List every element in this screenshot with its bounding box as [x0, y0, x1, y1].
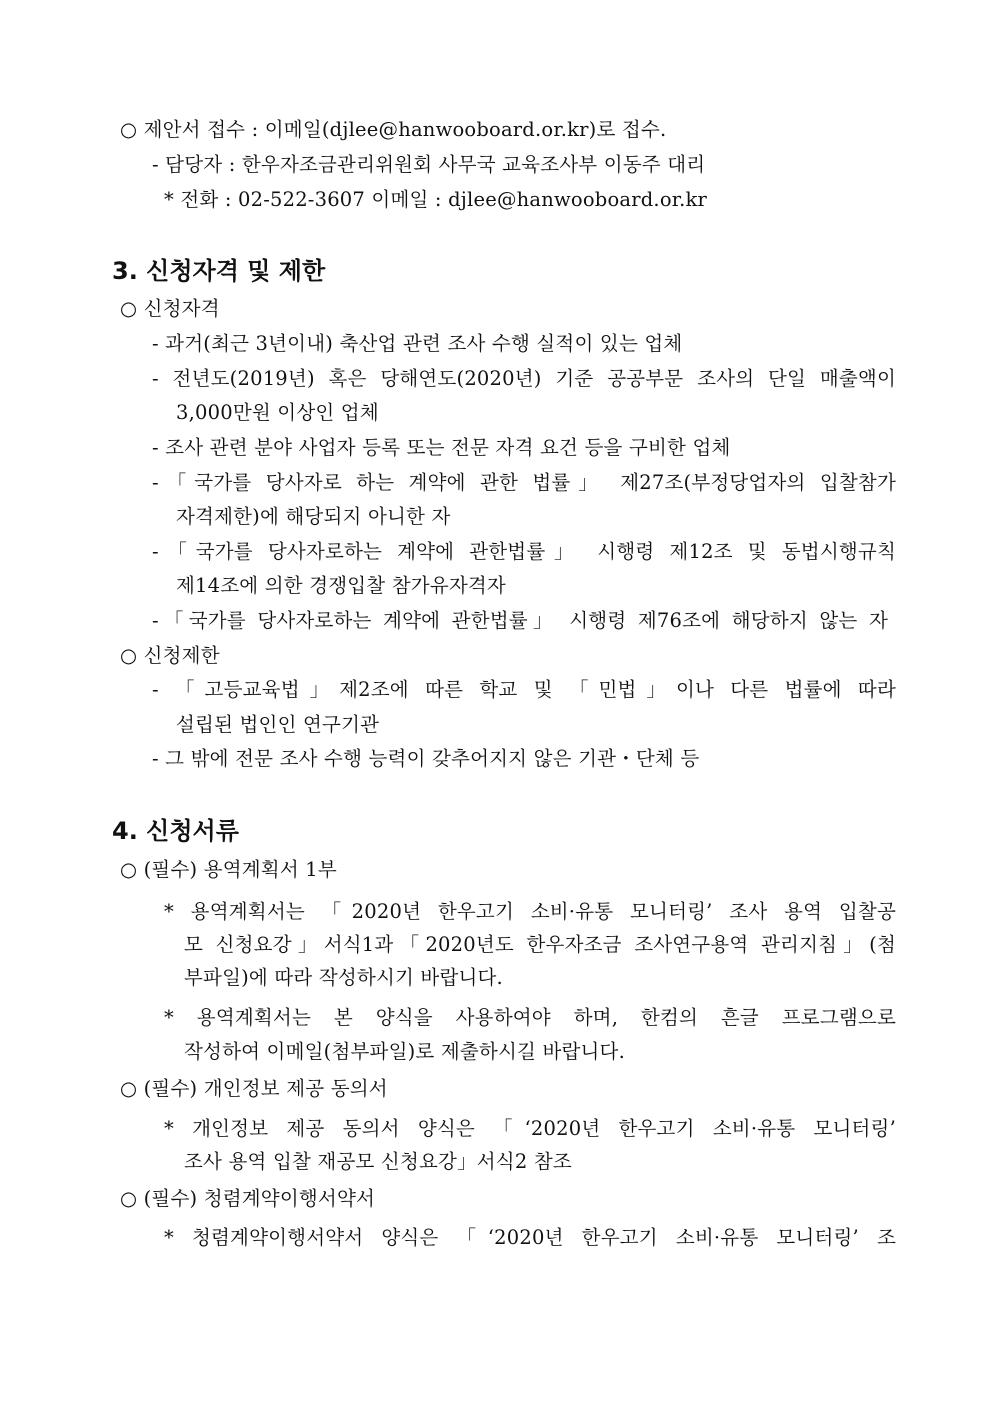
qualification-header: ○ 신청자격 — [120, 297, 220, 320]
document-3-note-1-line-1: * 청렴계약이행서약서 양식은 「‘2020년 한우고기 소비·유통 모니터링’ 조 — [164, 1226, 896, 1249]
qualification-item-6: -「국가를 당사자로하는 계약에 관한법률」 시행령 제76조에 해당하지 않는 자 — [152, 609, 888, 632]
qualification-item-3: - 조사 관련 분야 사업자 등록 또는 전문 자격 요건 등을 구비한 업체 — [152, 436, 731, 459]
qualification-item-1: - 과거(최근 3년이내) 축산업 관련 조사 수행 실적이 있는 업체 — [152, 332, 683, 355]
restriction-item-2: - 그 밖에 전문 조사 수행 능력이 갖추어지지 않은 기관・단체 등 — [152, 747, 700, 770]
restriction-header: ○ 신청제한 — [120, 644, 220, 667]
document-1-note-1-line-3: 부파일)에 따라 작성하시기 바랍니다. — [184, 966, 503, 989]
document-2-header: ○ (필수) 개인정보 제공 동의서 — [120, 1077, 388, 1100]
qualification-item-4-line-2: 자격제한)에 해당되지 아니한 자 — [176, 505, 451, 528]
document-2-note-1-line-2: 조사 용역 입찰 재공모 신청요강」서식2 참조 — [184, 1150, 572, 1173]
proposal-phone-line: * 전화 : 02-522-3607 이메일 : djlee@hanwooboard.or.kr — [164, 188, 708, 211]
document-3-header: ○ (필수) 청렴계약이행서약서 — [120, 1187, 376, 1210]
proposal-receipt-line: ○ 제안서 접수 : 이메일(djlee@hanwooboard.or.kr)로 접수. — [120, 118, 667, 141]
qualification-item-2-line-1: - 전년도(2019년) 혹은 당해연도(2020년) 기준 공공부문 조사의 단일 매출액이 — [152, 367, 896, 390]
document-1-note-2-line-1: * 용역계획서는 본 양식을 사용하여야 하며, 한컴의 흔글 프로그램으로 — [164, 1006, 896, 1029]
section-3-title: 3. 신청자격 및 제한 — [112, 257, 326, 285]
restriction-item-1-line-1: - 「고등교육법」제2조에 따른 학교 및 「민법」이나 다른 법률에 따라 — [152, 678, 896, 701]
qualification-item-5-line-2: 제14조에 의한 경쟁입찰 참가유자격자 — [176, 574, 506, 597]
qualification-item-4-line-1: -「국가를 당사자로 하는 계약에 관한 법률」 제27조(부정당업자의 입찰참가 — [152, 471, 896, 494]
proposal-contact-line: - 담당자 : 한우자조금관리위원회 사무국 교육조사부 이동주 대리 — [152, 153, 706, 176]
document-1-note-1-line-1: * 용역계획서는 「2020년 한우고기 소비·유통 모니터링’ 조사 용역 입찰공 — [164, 900, 896, 923]
document-1-header: ○ (필수) 용역계획서 1부 — [120, 858, 337, 881]
qualification-item-5-line-1: -「국가를 당사자로하는 계약에 관한법률」 시행령 제12조 및 동법시행규칙 — [152, 540, 896, 563]
document-1-note-1-line-2: 모 신청요강」서식1과「2020년도 한우자조금 조사연구용역 관리지침」(첨 — [184, 933, 896, 956]
restriction-item-1-line-2: 설립된 법인인 연구기관 — [176, 713, 380, 736]
document-1-note-2-line-2: 작성하여 이메일(첨부파일)로 제출하시길 바랍니다. — [184, 1040, 625, 1063]
document-2-note-1-line-1: * 개인정보 제공 동의서 양식은 「‘2020년 한우고기 소비·유통 모니터링’ — [164, 1117, 896, 1140]
section-4-title: 4. 신청서류 — [112, 817, 239, 845]
qualification-item-2-line-2: 3,000만원 이상인 업체 — [176, 401, 379, 424]
